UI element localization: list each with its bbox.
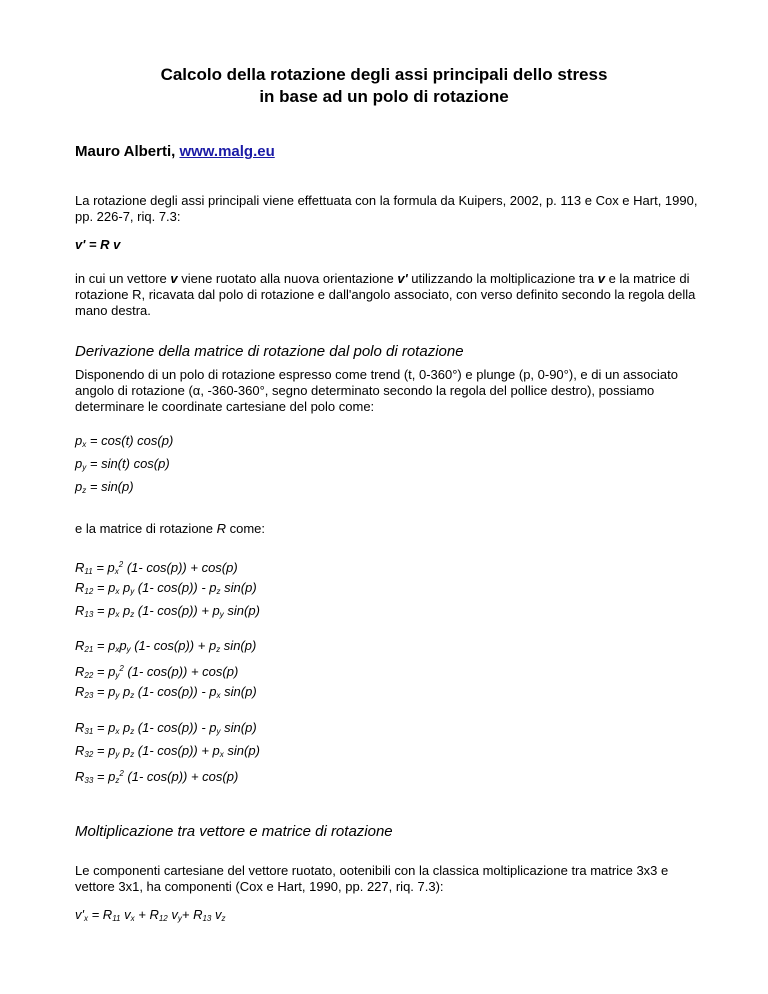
formula-r21: $R_{21} = p_xp_y$ (1- $\cos(p)) + p_z$ sin(p) (75, 638, 257, 654)
formula-r32: $R_{32} = p_y$ $p_z$ (1- $\cos(p)) + p_x$ sin(p) (75, 743, 260, 759)
formula-vx: $v'_x = R_{11}$ $v_x + R_{12}$ $v_y+ R_{13}$ $v_z$ (75, 907, 226, 923)
author-line (75, 143, 275, 160)
formula-r33: $R_{33} = p_z^2$ (1- cos(p)) + cos(p) (75, 769, 239, 785)
main-formula: v' = R v (75, 237, 121, 252)
intro-paragraph: La rotazione degli assi principali viene effettuata con la formula da Kuipers, 2002, p. 113 e Cox e Hart, 1990, pp. 226-7, riq. 7.3: (75, 193, 698, 224)
author-name: Mauro Alberti, (75, 143, 180, 160)
formula-r22: $R_{22} = p_y^2$ (1- cos(p)) + cos(p) (75, 664, 239, 680)
formula-pz: $p_z = \sin(p)$ (75, 479, 134, 495)
title-line-1: Calcolo della rotazione degli assi principali dello stress (160, 65, 608, 84)
formula-px: $p_x = \cos(t)$ cos(p) (75, 433, 174, 449)
explanation-paragraph: in cui un vettore v viene ruotato alla nuova orientazione v' utilizzando la moltiplicazione tra v e la matrice di rotazione R, ricavata dal polo di rotazione e dall'angolo associato, con verso definito secondo la regola della mano destra. (75, 271, 696, 318)
document-title (0, 64, 768, 108)
section1-paragraph: Disponendo di un polo di rotazione espresso come trend (t, 0-360°) e plunge (p, 0-90°), e di un associato angolo di rotazione (α, -360-360°, segno determinato secondo la regola del pollice destro), possiamo determinare le coordinate cartesiane del polo come: (75, 367, 678, 414)
formula-r31: $R_{31} = p_x$ $p_z$ (1- $\cos(p)) - p_y$ sin(p) (75, 720, 257, 736)
formula-r12: $R_{12} = p_x$ $p_y$ (1- $\cos(p)) - p_z$ sin(p) (75, 580, 257, 596)
section-heading-rotation-matrix: Derivazione della matrice di rotazione dal polo di rotazione (75, 343, 464, 360)
formula-r23: $R_{23} = p_y$ $p_z$ (1- $\cos(p)) - p_x$ sin(p) (75, 684, 257, 700)
title-line-2: in base ad un polo di rotazione (259, 87, 509, 106)
formula-py: $p_y = \sin(t)$ cos(p) (75, 456, 170, 472)
matrix-intro: e la matrice di rotazione R come: (75, 521, 266, 536)
section-heading-multiplication: Moltiplicazione tra vettore e matrice di rotazione (75, 823, 393, 840)
formula-r13: $R_{13} = p_x$ $p_z$ (1- $\cos(p)) + p_y$ sin(p) (75, 603, 260, 619)
section2-paragraph: Le componenti cartesiane del vettore ruotato, ootenibili con la classica moltiplicazione tra matrice 3x3 e vettore 3x1, ha componenti (Cox e Hart, 1990, pp. 227, riq. 7.3): (75, 863, 669, 894)
author-website-link[interactable]: www.malg.eu (179, 143, 275, 160)
formula-r11: $R_{11} = p_x^2$ (1- cos(p)) + cos(p) (75, 560, 238, 576)
